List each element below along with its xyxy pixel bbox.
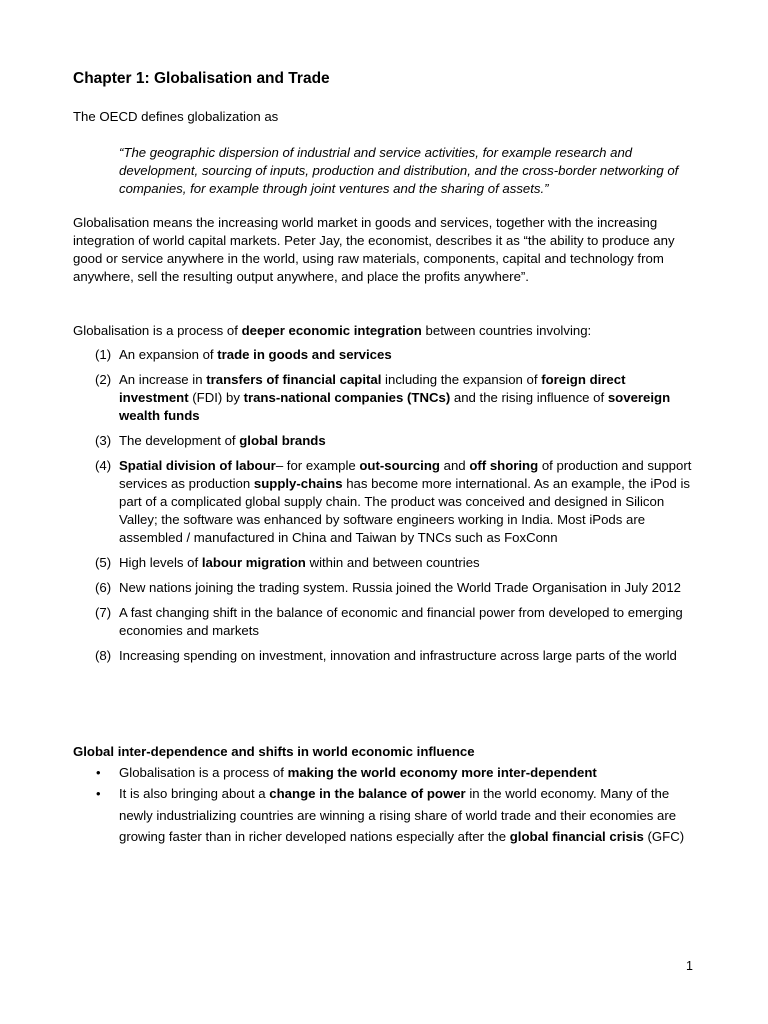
bullets.0-segment: making the world economy more inter-dependent (287, 765, 597, 780)
bullets.1-segment: (GFC) (643, 829, 685, 844)
items.3-segment: of production and support services as production (119, 458, 692, 491)
items.7-segment: Increasing spending on investment, innovation and infrastructure across large parts of the world (119, 648, 677, 663)
bullet-item (73, 783, 698, 848)
list-item (73, 554, 698, 572)
page-number: 1 (686, 959, 693, 973)
list-item (73, 579, 698, 597)
items.4-segment: labour migration (201, 555, 306, 570)
list-item (73, 604, 698, 640)
items.1-segment: An increase in (119, 372, 207, 387)
oecd-definition-quote: “The geographic dispersion of industrial and service activities, for example research and development, sourcing of inputs, production and distribution, and the cross-border networking of companies, for example through joint ventures and the sharing of assets.” (119, 145, 679, 196)
list-item-number: (6) (95, 580, 112, 595)
para2-bold: deeper economic integration (241, 323, 422, 338)
items.3-segment: – for example (275, 458, 360, 473)
list-item-number: (3) (95, 433, 112, 448)
items.0-segment: An expansion of (119, 347, 218, 362)
items.3-segment: has become more international. As an example, the iPod is part of a complicated global supply chain. The product was conceived and designed in Silicon Valley; the software was enhanced by software engineers working in India. Most iPods are assembled / manufactured in China and Taiwan by TNCs such as FoxConn (119, 476, 691, 545)
list-item-number: (4) (95, 458, 112, 473)
items.3-segment: out-sourcing (359, 458, 440, 473)
list-item-number: (7) (95, 605, 112, 620)
items.1-segment: trans-national companies (TNCs) (243, 390, 451, 405)
globalisation-features-list (73, 346, 698, 672)
bullets.1-segment: It is also bringing about a (119, 786, 270, 801)
items.1-segment: foreign direct investment (119, 372, 626, 405)
list-item (73, 371, 698, 425)
items.3-segment: Spatial division of labour (119, 458, 276, 473)
items.1-segment: transfers of financial capital (206, 372, 382, 387)
bullet-item (73, 763, 698, 783)
list-item (73, 647, 698, 665)
list-item (73, 346, 698, 364)
items.6-segment: A fast changing shift in the balance of economic and financial power from developed to emerging economies and markets (119, 605, 683, 638)
items.3-segment: and (439, 458, 470, 473)
bullet-icon: • (96, 786, 101, 801)
chapter-heading: Chapter 1: Globalisation and Trade (73, 70, 330, 87)
list-item (73, 457, 698, 547)
globalisation-paragraph: Globalisation means the increasing world market in goods and services, together with the increasing integration of world capital markets. Peter Jay, the economist, describes it as “the ability to produce any good or service anywhere in the world, using raw materials, components, capital and technology from anywhere, sell the resulting output anywhere, and place the profits anywhere”. (73, 215, 675, 284)
interdependence-bullet-list (73, 763, 698, 848)
items.2-segment: The development of (119, 433, 240, 448)
items.2-segment: global brands (239, 433, 326, 448)
items.4-segment: High levels of (119, 555, 202, 570)
intro-text: The OECD defines globalization as (73, 109, 279, 124)
bullets.1-segment: change in the balance of power (269, 786, 466, 801)
list-item-number: (1) (95, 347, 112, 362)
items.4-segment: within and between countries (305, 555, 480, 570)
items.3-segment: supply-chains (253, 476, 343, 491)
bullets.1-segment: global financial crisis (509, 829, 644, 844)
bullets.1-segment: in the world economy. Many of the newly industrializing countries are winning a rising share of world trade and their economies are growing faster than in richer developed nations especially after the (119, 786, 677, 844)
items.1-segment: and the rising influence of (450, 390, 608, 405)
integration-paragraph (73, 322, 698, 340)
list-item-number: (5) (95, 555, 112, 570)
section-title: Global inter-dependence and shifts in world economic influence (73, 744, 475, 759)
list-item (73, 432, 698, 450)
items.0-segment: trade in goods and services (217, 347, 392, 362)
bullet-icon: • (96, 765, 101, 780)
bullets.0-segment: Globalisation is a process of (119, 765, 288, 780)
list-item-number: (2) (95, 372, 112, 387)
items.1-segment: (FDI) by (188, 390, 244, 405)
items.5-segment: New nations joining the trading system. Russia joined the World Trade Organisation in July 2012 (119, 580, 681, 595)
items.1-segment: including the expansion of (381, 372, 542, 387)
para2-before: Globalisation is a process of (73, 323, 242, 338)
items.3-segment: off shoring (469, 458, 539, 473)
list-item-number: (8) (95, 648, 112, 663)
para2-after: between countries involving: (421, 323, 592, 338)
items.1-segment: sovereign wealth funds (119, 390, 671, 423)
